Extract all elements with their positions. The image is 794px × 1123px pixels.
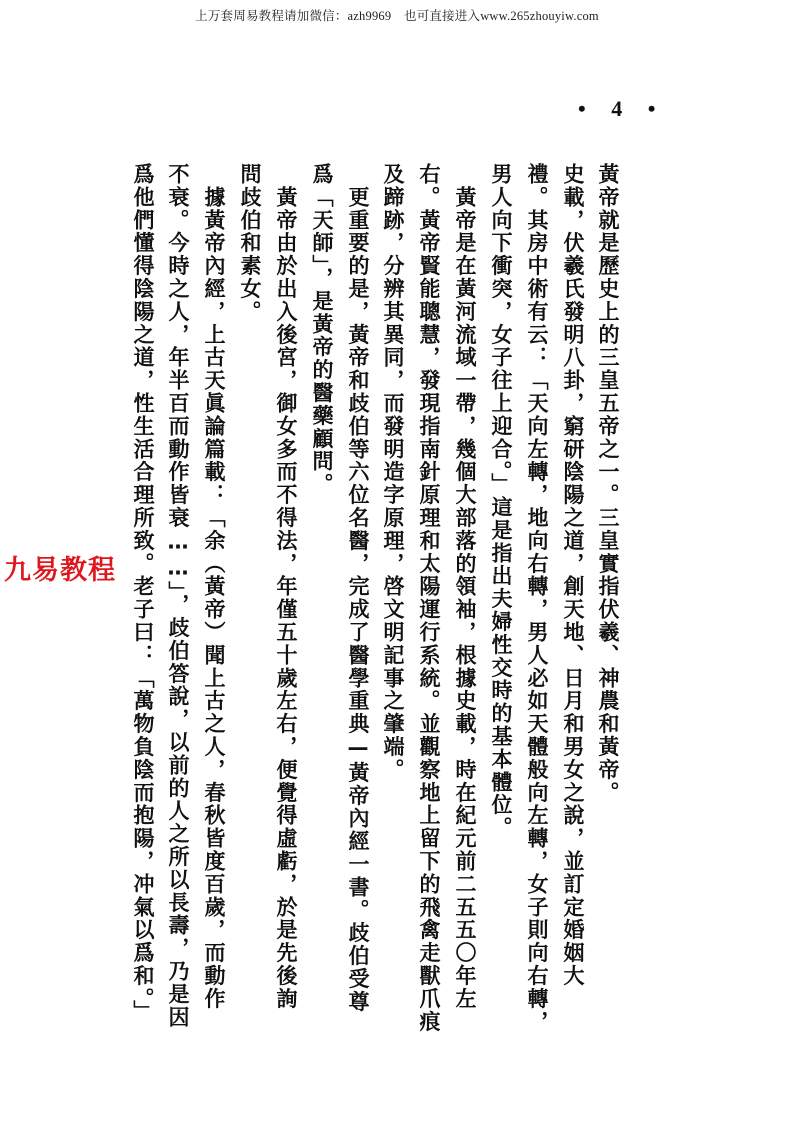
text-column-4: 男人向下衝突，女子往上迎合。」這是指出夫婦性交時的基本體位。: [489, 163, 513, 840]
text-column-2: 史載，伏羲氏發明八卦，窮研陰陽之道，創天地、日月和男女之說，並訂定婚姻大: [561, 163, 585, 988]
text-column-7: 及蹄跡，分辨其異同，而發明造字原理，啓文明記事之肇端。: [381, 163, 405, 782]
watermark-logo: 九易教程: [4, 555, 116, 586]
text-column-9: 爲「天師」，是黃帝的醫藥顧問。: [310, 163, 334, 496]
page-number: • 4 •: [578, 96, 666, 121]
text-column-11: 問歧伯和素女。: [238, 163, 262, 324]
promo-banner: 上万套周易教程请加微信：azh9969 也可直接进入www.265zhouyiw.com: [195, 9, 599, 23]
text-column-6: 右。黃帝賢能聰慧，發現指南針原理和太陽運行系統。並觀察地上留下的飛禽走獸爪痕: [417, 163, 441, 1034]
text-column-12: 據黃帝內經，上古天眞論篇載：「余（黃帝）聞上古之人，春秋皆度百歲，而動作: [202, 163, 226, 1011]
text-column-1: 黃帝就是歷史上的三皇五帝之一。三皇實指伏羲、神農和黃帝。: [596, 163, 620, 805]
text-column-3: 禮。其房中術有云：「天向左轉，地向右轉，男人必如天體般向左轉，女子則向右轉，: [525, 163, 549, 1034]
text-column-13: 不衰。今時之人，年半百而動作皆衰……」，歧伯答說，以前的人之所以長壽，乃是因: [166, 163, 190, 1029]
text-column-10: 黃帝由於出入後宮，御女多而不得法，年僅五十歲左右，便覺得虛虧，於是先後詢: [274, 163, 298, 1011]
text-column-8: 更重要的是，黃帝和歧伯等六位名醫，完成了醫學重典—黃帝內經一書。歧伯受尊: [346, 163, 370, 1014]
text-column-5: 黃帝是在黃河流域一帶，幾個大部落的領袖，根據史載，時在紀元前二五五〇年左: [453, 163, 477, 1011]
text-column-14: 爲他們懂得陰陽之道，性生活合理所致。老子曰：「萬物負陰而抱陽，冲氣以爲和。」: [131, 163, 155, 1023]
